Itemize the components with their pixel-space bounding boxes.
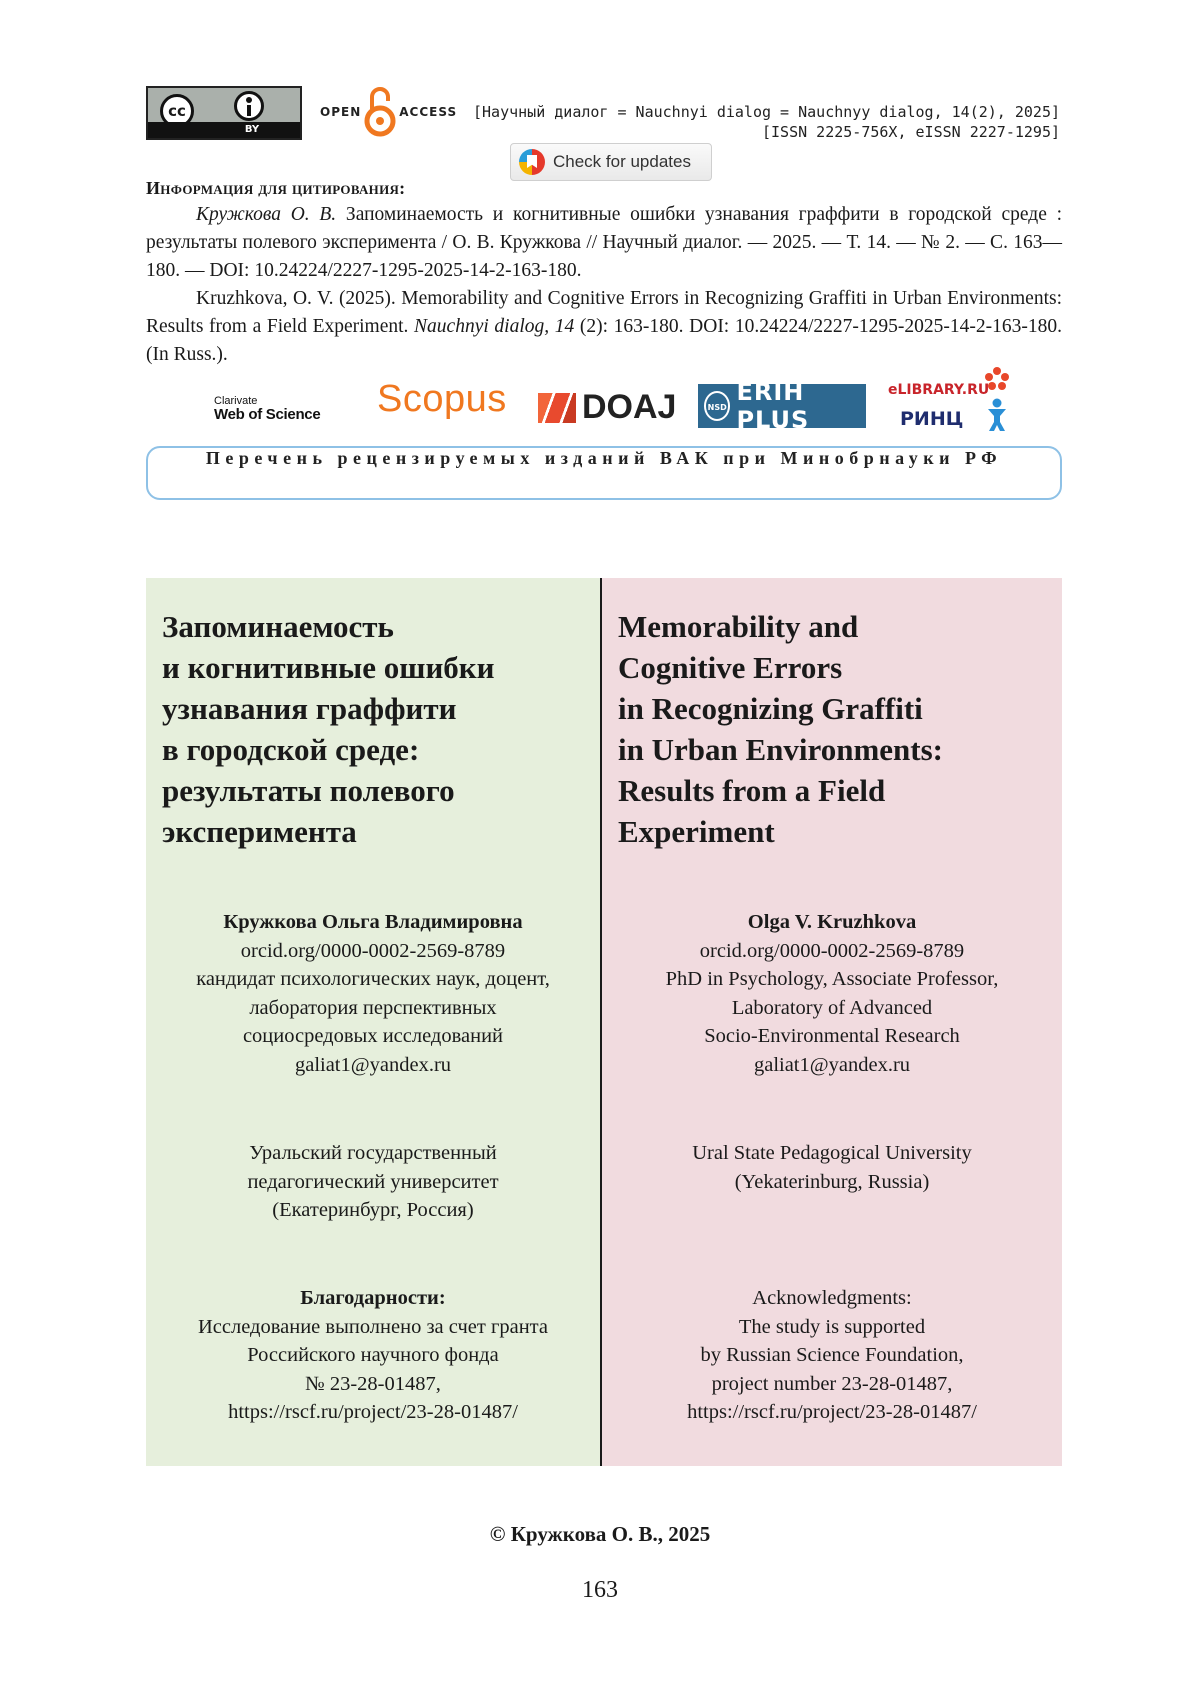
citation-heading: Информация для цитирования: bbox=[146, 178, 405, 199]
doaj-mark-icon bbox=[538, 393, 576, 423]
doaj-logo[interactable] bbox=[538, 388, 676, 427]
russian-orcid-link[interactable]: orcid.org/0000-0002-2569-8789 bbox=[146, 937, 600, 966]
russian-affiliation-line: Уральский государственный bbox=[146, 1139, 600, 1168]
journal-reference-line2: [ISSN 2225-756X, eISSN 2227-1295] bbox=[473, 122, 1060, 142]
english-affiliation bbox=[602, 1139, 1062, 1196]
english-affiliation-line: (Yekaterinburg, Russia) bbox=[602, 1168, 1062, 1197]
citation-russian bbox=[146, 201, 1062, 285]
english-title bbox=[618, 606, 1052, 852]
rinc-label: РИНЦ bbox=[900, 408, 963, 430]
elibrary-rinc-logo[interactable] bbox=[888, 366, 1008, 434]
russian-position-line: кандидат психологических наук, доцент, bbox=[146, 965, 600, 994]
english-grant-link[interactable]: https://rscf.ru/project/23-28-01487/ bbox=[602, 1398, 1062, 1427]
open-access-logo bbox=[320, 84, 457, 140]
english-title-line: Memorability and bbox=[618, 606, 1052, 647]
cc-by-license-badge[interactable] bbox=[146, 86, 302, 140]
open-lock-icon bbox=[363, 85, 397, 139]
erih-plus-label: ERIH PLUS bbox=[736, 378, 866, 434]
scopus-logo[interactable]: Scopus bbox=[377, 378, 507, 421]
citation-ru-author: Кружкова О. В. bbox=[196, 204, 336, 225]
russian-ack-title: Благодарности: bbox=[146, 1284, 600, 1313]
russian-title-line: в городской среде: bbox=[162, 729, 590, 770]
clarivate-label: Clarivate bbox=[214, 394, 320, 408]
russian-grant-link[interactable]: https://rscf.ru/project/23-28-01487/ bbox=[146, 1398, 600, 1427]
russian-author-block bbox=[146, 908, 600, 1079]
english-title-line: in Urban Environments: bbox=[618, 729, 1052, 770]
web-of-science-logo[interactable] bbox=[214, 394, 320, 422]
russian-email-link[interactable]: galiat1@yandex.ru bbox=[146, 1051, 600, 1080]
cc-icon: cc bbox=[160, 94, 194, 128]
russian-title-line: узнавания граффити bbox=[162, 688, 590, 729]
elibrary-label: eLIBRARY.RU bbox=[888, 382, 989, 398]
english-email-link[interactable]: galiat1@yandex.ru bbox=[602, 1051, 1062, 1080]
open-access-right-text: ACCESS bbox=[399, 105, 457, 119]
english-title-line: Results from a Field bbox=[618, 770, 1052, 811]
rinc-person-icon bbox=[986, 398, 1008, 432]
copyright-notice: © Кружкова О. В., 2025 bbox=[0, 1522, 1200, 1547]
russian-ack-line: Российского научного фонда bbox=[146, 1341, 600, 1370]
russian-ack-line: Исследование выполнено за счет гранта bbox=[146, 1313, 600, 1342]
russian-title-line: эксперимента bbox=[162, 811, 590, 852]
page-number: 163 bbox=[0, 1577, 1200, 1604]
journal-reference bbox=[473, 102, 1060, 142]
citation-ru-body: Запоминаемость и когнитивные ошибки узнавания граффити в городской среде : результаты полевого эксперимента / О. В. Кружкова // Научный диалог. — 2025. — Т. 14. — № 2. — С. 163—180. — DOI: 10.24224/2227-1295-2025-14-2-163-180. bbox=[146, 204, 1062, 281]
attribution-person-icon bbox=[234, 91, 264, 121]
english-position-line: Socio-Environmental Research bbox=[602, 1022, 1062, 1051]
journal-reference-line1: [Научный диалог = Nauchnyi dialog = Nauchnyy dialog, 14(2), 2025] bbox=[473, 102, 1060, 122]
english-position-line: PhD in Psychology, Associate Professor, bbox=[602, 965, 1062, 994]
english-title-line: Experiment bbox=[618, 811, 1052, 852]
russian-title-line: Запоминаемость bbox=[162, 606, 590, 647]
english-ack-line: by Russian Science Foundation, bbox=[602, 1341, 1062, 1370]
russian-title-line: и когнитивные ошибки bbox=[162, 647, 590, 688]
russian-ack-line: № 23-28-01487, bbox=[146, 1370, 600, 1399]
russian-title bbox=[162, 606, 590, 852]
doaj-label: DOAJ bbox=[582, 388, 676, 427]
indexing-logos bbox=[200, 366, 1070, 434]
citation-en-journal: Nauchnyi dialog, 14 bbox=[414, 316, 574, 337]
english-affiliation-line: Ural State Pedagogical University bbox=[602, 1139, 1062, 1168]
russian-affiliation-line: педагогический университет bbox=[146, 1168, 600, 1197]
check-for-updates-label: Check for updates bbox=[553, 152, 691, 172]
english-title-line: Cognitive Errors bbox=[618, 647, 1052, 688]
russian-author-name: Кружкова Ольга Владимировна bbox=[146, 908, 600, 937]
english-position-line: Laboratory of Advanced bbox=[602, 994, 1062, 1023]
citation-en-body: Kruzhkova, O. V. (2025). Memorability and Cognitive Errors in Recognizing Graffiti in Urban Environments: Results from a Field Experiment. bbox=[146, 288, 1062, 337]
english-ack-line: The study is supported bbox=[602, 1313, 1062, 1342]
english-column bbox=[602, 578, 1062, 1466]
by-label: BY bbox=[148, 122, 300, 138]
open-access-left-text: OPEN bbox=[320, 105, 361, 119]
english-orcid-link[interactable]: orcid.org/0000-0002-2569-8789 bbox=[602, 937, 1062, 966]
english-acknowledgments bbox=[602, 1284, 1062, 1427]
check-for-updates-button[interactable] bbox=[510, 143, 712, 181]
english-ack-line: project number 23-28-01487, bbox=[602, 1370, 1062, 1399]
citation-en-tail: (2): 163-180. DOI: 10.24224/2227-1295-2025-14-2-163-180. (In Russ.). bbox=[146, 316, 1062, 365]
russian-affiliation-line: (Екатеринбург, Россия) bbox=[146, 1196, 600, 1225]
russian-acknowledgments bbox=[146, 1284, 600, 1427]
nsd-icon: NSD bbox=[704, 391, 730, 421]
russian-affiliation bbox=[146, 1139, 600, 1225]
russian-position-line: лаборатория перспективных bbox=[146, 994, 600, 1023]
citation-english bbox=[146, 285, 1062, 369]
russian-column bbox=[146, 578, 602, 1466]
web-of-science-label: Web of Science bbox=[214, 408, 320, 422]
erih-plus-logo[interactable] bbox=[698, 384, 866, 428]
english-author-block bbox=[602, 908, 1062, 1079]
russian-title-line: результаты полевого bbox=[162, 770, 590, 811]
russian-position-line: социосредовых исследований bbox=[146, 1022, 600, 1051]
title-panel bbox=[146, 578, 1062, 1466]
english-author-name: Olga V. Kruzhkova bbox=[602, 908, 1062, 937]
vak-list-banner: Перечень рецензируемых изданий ВАК при Минобрнауки РФ bbox=[146, 446, 1062, 500]
english-title-line: in Recognizing Graffiti bbox=[618, 688, 1052, 729]
crossmark-icon bbox=[519, 149, 545, 175]
english-ack-title: Acknowledgments: bbox=[602, 1284, 1062, 1313]
